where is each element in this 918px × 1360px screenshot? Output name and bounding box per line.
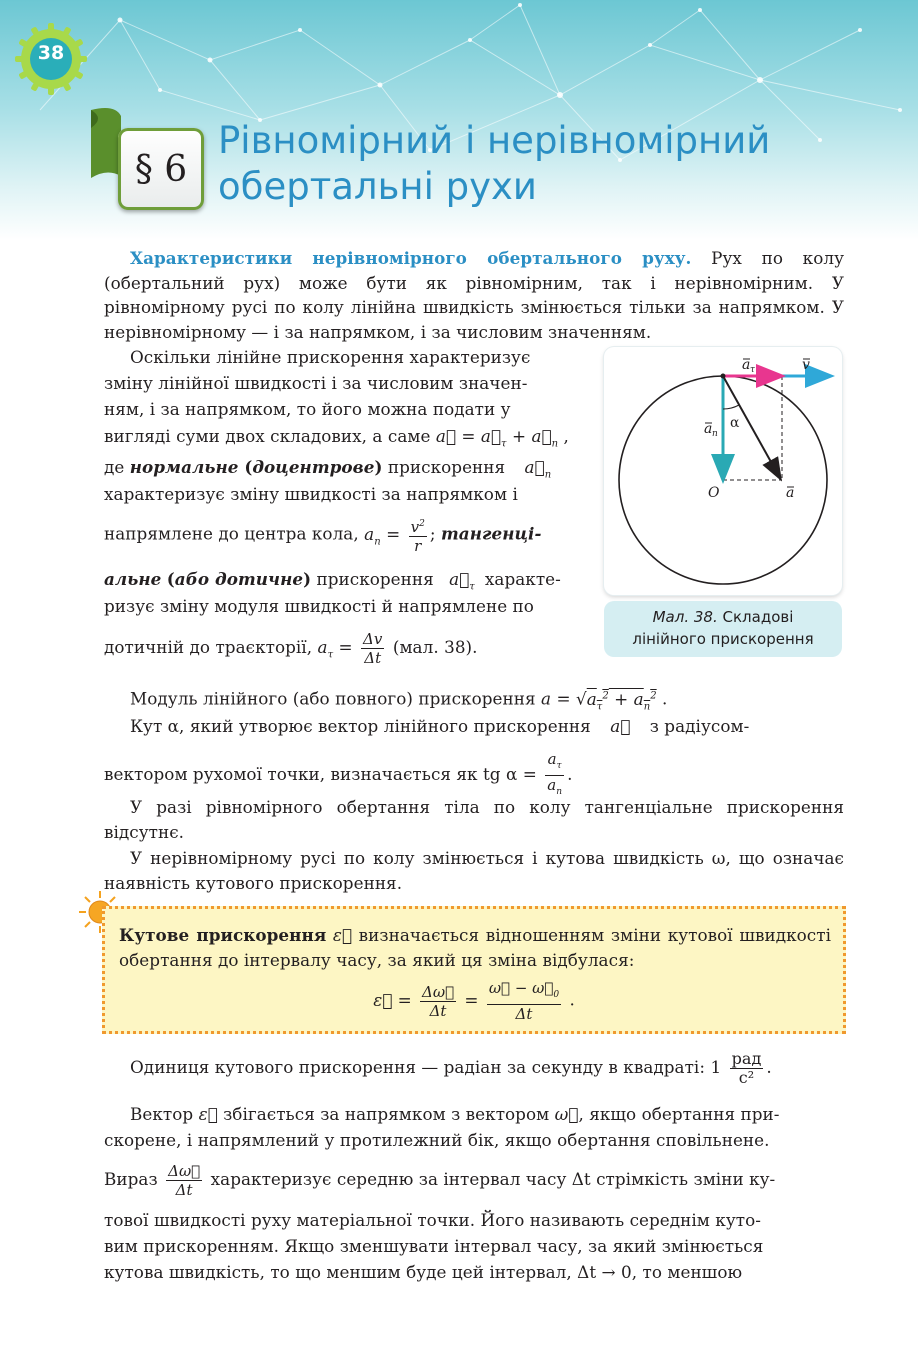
formula-omega-vec: ω⃗ xyxy=(554,1104,579,1124)
figure-caption-1: Складові xyxy=(722,608,794,626)
nonuniform-paragraph: У нерівномірному русі по колу змінюється і кутова швидкість ω, що означає наявність кутового прискорення. xyxy=(104,848,844,893)
angle-line-1 xyxy=(130,714,844,739)
vector-line-3-post: характеризує середню за інтервал часу Δt стрімкість зміни ку- xyxy=(210,1169,776,1189)
term-normal: нормальне xyxy=(129,457,239,477)
label-a: a xyxy=(786,485,795,501)
intro-paragraph xyxy=(104,246,844,344)
formula-tg: tg α = $\frac{a_\tau}{a_n}$ xyxy=(482,750,563,797)
formula-atau: $a⃗_\tau$ xyxy=(449,569,475,593)
page-number: 38 xyxy=(37,42,65,64)
label-alpha: α xyxy=(730,415,740,431)
wrap-line-1: Оскільки лінійне прискорення характеризує xyxy=(130,347,531,367)
term-tangential: тангенці- xyxy=(440,523,542,544)
page-title xyxy=(218,118,898,210)
unit-text: Одиниця кутового прискорення — радіан за секунду в квадраті: xyxy=(130,1057,706,1077)
term-or-tangent: або дотичне xyxy=(174,569,304,589)
label-a-n-sub: n xyxy=(712,429,718,439)
definition-text xyxy=(119,923,831,972)
wrap-line-3: ням, і за напрямком, то його можна подати у xyxy=(104,399,511,419)
definition-formula: ε⃗ = $\frac{\Delta\omega⃗}{\Delta t}$ = $\frac{\omega⃗ - \omega⃗_0}{\Delta t}$ . xyxy=(373,979,575,1023)
wrap-line-8: альне (або дотичне) прискорення $a⃗_\tau$ характе- xyxy=(104,569,561,593)
uniform-paragraph: У разі рівномірного обертання тіла по колу тангенціальне прискорення відсутнє. xyxy=(104,797,844,842)
wrap-line-10 xyxy=(104,630,582,668)
wrap-line-9: ризує зміну модуля швидкості й напрямлене по xyxy=(104,596,534,616)
vector-line-1-mid: збігається за напрямком з вектором xyxy=(223,1104,550,1124)
unit-den: с² xyxy=(738,1068,755,1087)
label-O: O xyxy=(708,485,720,501)
wrap-line-7-text: напрямлене до центра кола, xyxy=(104,523,359,544)
wrap-line-10-post: (мал. 38). xyxy=(392,637,478,657)
wrap-line-8-post: прискорення xyxy=(311,569,434,589)
paren-close: ) xyxy=(374,457,383,477)
modulus-paragraph: Модуль лінійного (або повного) прискорення $a = √a_\tau^2 + a_n^2$ . xyxy=(130,688,668,712)
vector-line-1 xyxy=(130,1102,844,1127)
vector-line-4: тової швидкості руху матеріальної точки. Його називають середнім куто- xyxy=(104,1210,761,1230)
unit-num: рад xyxy=(731,1049,762,1068)
vector-line-2: скорене, і напрямлений у протилежний бік, якщо обертання сповільнене. xyxy=(104,1130,770,1150)
angle-arc xyxy=(723,405,739,409)
vector-line-5: вим прискоренням. Якщо зменшувати інтервал часу, за який змінюється xyxy=(104,1236,764,1256)
moving-point xyxy=(721,374,726,379)
vector-line-6: кутова швидкість, то що меншим буде цей інтервал, Δt → 0, то меншою xyxy=(104,1262,743,1282)
angle-line-1-text: Кут α, який утворює вектор лінійного прискорення xyxy=(130,716,591,736)
figure-diagram xyxy=(604,347,842,595)
formula-atau-def: $a_\tau$ = $\frac{\Delta v}{\Delta t}$ xyxy=(317,630,383,667)
label-a-tau: a xyxy=(742,357,751,373)
modulus-text: Модуль лінійного (або повного) прискорення xyxy=(130,688,536,709)
label-v: v xyxy=(802,357,810,373)
vector-line-1-post: , якщо обертання при- xyxy=(578,1104,780,1124)
unit-paragraph: Одиниця кутового прискорення — радіан за секунду в квадраті: 1 $\frac{\text{рад}}{\text{с²}}$ . xyxy=(130,1049,772,1087)
wrap-line-7: напрямлене до центра кола, $a_n$ = $\frac{v^2}{r}$ ; тангенці- xyxy=(104,515,582,555)
label-a-tau-sub: τ xyxy=(750,365,755,375)
vector-line-3-pre: Вираз xyxy=(104,1169,158,1189)
formula-modulus: $a = √a_\tau^2 + a_n^2$ xyxy=(541,688,657,712)
wrap-line-4-text: вигляді суми двох складових, а саме xyxy=(104,426,431,446)
wrap-line-10-pre: дотичній до траєкторії, xyxy=(104,637,313,657)
wrap-line-8-end: характе- xyxy=(484,569,561,589)
formula-an: $a⃗_n$ xyxy=(524,457,552,481)
unit-fraction xyxy=(730,1050,764,1087)
formula-sum: a⃗ = $a⃗_\tau$ + $a⃗_n$ xyxy=(435,426,559,450)
wrap-line-4: вигляді суми двох складових, а саме a⃗ = $a⃗_\tau$ + $a⃗_n$ , xyxy=(104,426,569,450)
section-mark: § 6 xyxy=(134,148,188,190)
vector-line-3 xyxy=(104,1162,844,1199)
figure-caption-2: лінійного прискорення xyxy=(632,630,814,648)
label-a-n: a xyxy=(704,421,713,437)
section-number-box xyxy=(118,128,204,210)
figure-card xyxy=(604,347,842,595)
wrap-line-5-post: прискорення xyxy=(382,457,506,477)
wrap-line-5-pre: де xyxy=(104,457,130,477)
wrap-line-2: зміну лінійної швидкості і за числовим значен- xyxy=(104,373,528,393)
formula-eps-vec: ε⃗ xyxy=(198,1104,218,1124)
formula-domega-dt: $\frac{\Delta\omega⃗}{\Delta t}$ xyxy=(168,1162,201,1199)
definition-term: Кутове прискорення xyxy=(119,925,327,945)
intro-text: Рух по колу (обертальний рух) може бути як рівномірним, так і нерівномірним. У рівномірному русі по колу лінійна швидкість змінюється тільки за напрямком. У нерівномірному — і за напрямком, і за числовим значенням. xyxy=(104,248,844,342)
formula-epsilon: ε⃗ xyxy=(332,925,353,945)
angle-line-2-text: вектором рухомої точки, визначається як xyxy=(104,764,478,784)
definition-box xyxy=(102,906,846,1034)
term-centripetal: доцентрове xyxy=(252,457,375,477)
angle-line-2: вектором рухомої точки, визначається як tg α = $\frac{a_\tau}{a_n}$ . xyxy=(104,750,573,797)
wrap-line-6: характеризує зміну швидкості за напрямком і xyxy=(104,484,518,504)
formula-vec-a: a⃗ xyxy=(610,716,631,736)
intro-lead: Характеристики нерівномірного обертального руху. xyxy=(130,248,692,268)
term-tangential-2: альне xyxy=(104,569,162,589)
formula-an-def: $a_n$ = $\frac{v^2}{r}$ xyxy=(364,524,430,544)
figure-caption xyxy=(604,601,842,657)
title-line-1: Рівномірний і нерівномірний xyxy=(218,119,771,162)
angle-line-1-end: з радіусом- xyxy=(649,716,750,736)
paren-open: ( xyxy=(238,457,253,477)
definition-body: визначається відношенням зміни кутової швидкості обертання до інтервалу часу, за який ця зміна відбулася: xyxy=(119,925,831,970)
figure-label: Мал. 38. xyxy=(652,608,718,626)
unit-one: 1 xyxy=(710,1057,722,1077)
vector-line-1-pre: Вектор xyxy=(130,1104,194,1124)
title-line-2: обертальні рухи xyxy=(218,165,537,208)
